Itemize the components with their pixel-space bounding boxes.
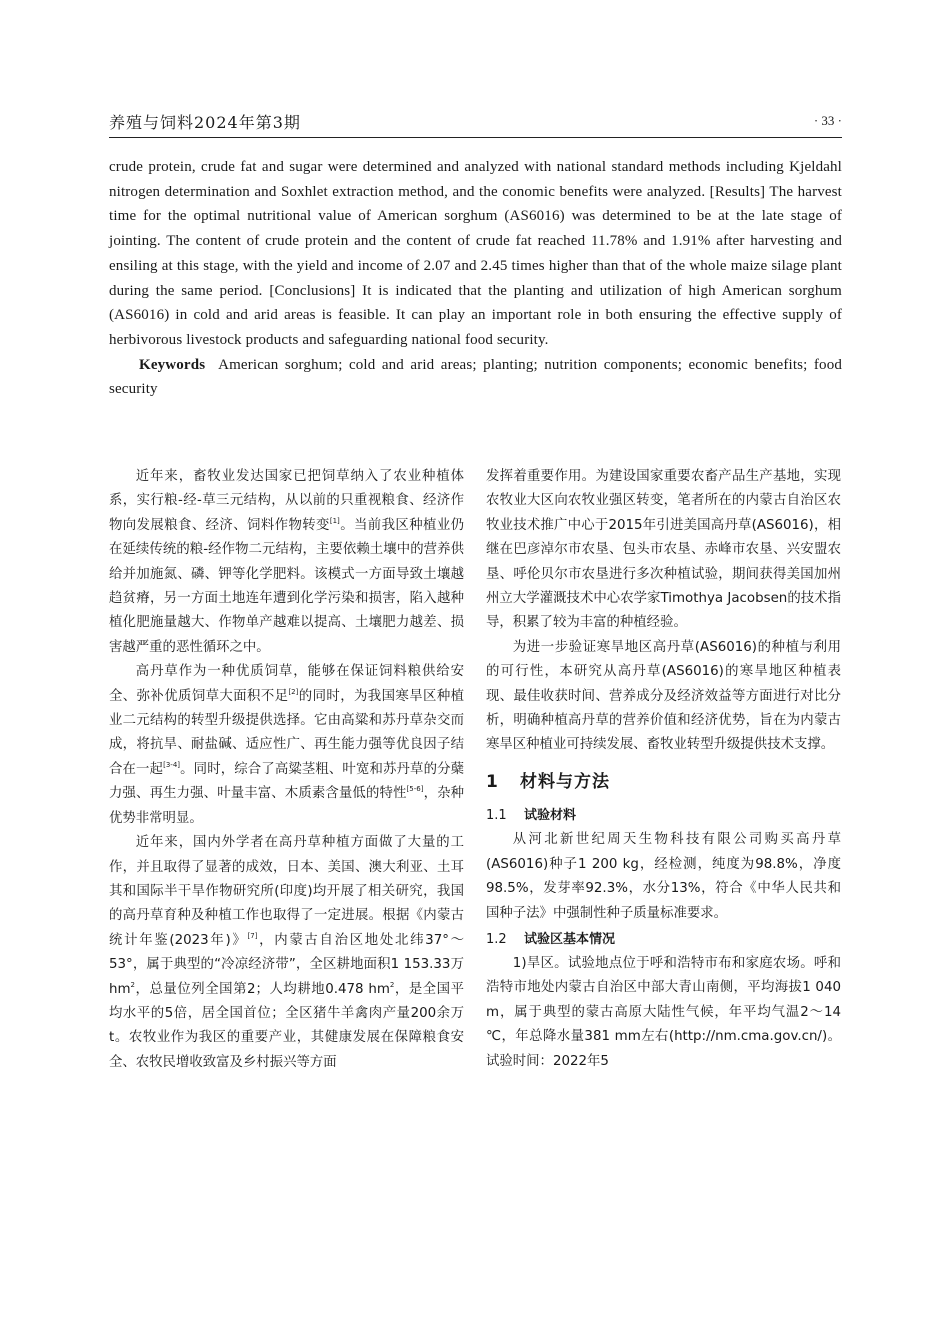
text-run: 。同时，综合了高粱茎粗、叶宽和苏丹草的分蘖力强、再生力强、叶量丰富、木质素含量低的特性 — [109, 761, 465, 802]
subsection-heading — [486, 928, 841, 952]
subsection-number: 1.1 — [486, 808, 507, 824]
text-run: ，总量位列全国第2；人均耕地0.478 hm — [135, 981, 390, 997]
section-title: 材料与方法 — [520, 771, 610, 792]
abstract-text: crude protein, crude fat and sugar were determined and analyzed with national standard methods including Kjeldahl nitrogen determination and Soxhlet extraction method, and the conomic benefits were analyzed. [Results] The harvest time for the optimal nutritional value of American sorghum (AS6016) was determined to be at the late stage of jointing. The content of crude protein and the content of crude fat reached 11.78% and 1.91% after harvesting and ensiling at this stage, with the yield and income of 2.07 and 2.45 times higher than that of the whole maize silage plant during the same period. [Conclusions] It is indicated that the planting and utilization of high American sorghum (AS6016) in cold and arid areas is feasible. It can play an important role in both ensuring the effective supply of herbivorous livestock products and safeguarding national food security. — [109, 159, 842, 348]
text-run: ，是全国平均水平的5倍，居全国首位；全区猪牛羊禽肉产量200余万t。农牧业作为我区的重要产业，其健康发展在保障粮食安全、农牧民增收致富及乡村振兴等方面 — [109, 981, 465, 1070]
paragraph — [109, 465, 464, 660]
left-column — [109, 465, 464, 1075]
citation-ref: [3-4] — [163, 760, 181, 769]
citation-ref: [5-6] — [406, 785, 424, 794]
paragraph: 1)旱区。试验地点位于呼和浩特市布和家庭农场。呼和浩特市地处内蒙古自治区中部大青山南侧，平均海拔1 040 m，属于典型的蒙古高原大陆性气候，年平均气温2～14 ℃，年总降水量381 mm左右(http://nm.cma.gov.cn/)。试验时间：2022年5 — [486, 955, 841, 1069]
right-column — [486, 465, 841, 1074]
text-run: 近年来，畜牧业发达国家已把饲草纳入了农业种植体系，实行粮-经-草三元结构，从以前的只重视粮食、经济作物向发展粮食、经济、饲料作物转变 — [109, 469, 464, 533]
english-abstract — [109, 155, 842, 402]
subsection-title: 试验区基本情况 — [524, 931, 616, 947]
journal-title: 养殖与饲料2024年第3期 — [109, 113, 301, 132]
text-run: 近年来，国内外学者在高丹草种植方面做了大量的工作，并且取得了显著的成效，日本、美国、澳大利亚、土耳其和国际半干旱作物研究所(印度)均开展了相关研究，我国的高丹草育种及种植工作也取得了一定进展。根据《内蒙古统计年鉴(2023年)》 — [109, 835, 464, 948]
keywords-text: American sorghum; cold and arid areas; planting; nutrition components; economic benefits; food security — [109, 356, 842, 398]
section-number: 1 — [486, 771, 499, 792]
keywords-label: Keywords — [139, 356, 206, 373]
text-run: ，杂种优势非常明显。 — [109, 786, 465, 826]
superscript: 2 — [389, 980, 395, 989]
page-number: · 33 · — [813, 113, 842, 128]
section-heading — [486, 770, 841, 794]
text-run: ，内蒙古自治区地处北纬37°～53°，属于典型的“冷凉经济带”，全区耕地面积1 153.33万hm — [109, 932, 465, 997]
paragraph: 从河北新世纪周天生物科技有限公司购买高丹草(AS6016)种子1 200 kg，经检测，纯度为98.8%，净度98.5%，发芽率92.3%，水分13%，符合《中华人民共和国种子法》中强制性种子质量标准要求。 — [486, 832, 841, 921]
text-run: 的同时，为我国寒旱区种植业二元结构的转型升级提供选择。它由高粱和苏丹草杂交而成，将抗旱、耐盐碱、适应性广、再生能力强等优良因子结合在一起 — [109, 688, 465, 777]
paragraph — [109, 831, 464, 1075]
header-rule — [109, 137, 842, 138]
text-run: 。当前我区种植业仍在延续传统的粮-经作物二元结构，主要依赖土壤中的营养供给并加施氮、磷、钾等化学肥料。该模式一方面导致土壤越趋贫瘠，另一方面土地连年遭到化学污染和损害，陷入越种植化肥施量越大、作物单产越难以提高、土壤肥力越差、损害越严重的恶性循环之中。 — [109, 517, 465, 655]
text-run: 高丹草作为一种优质饲草，能够在保证饲料粮供给安全、弥补优质饲草大面积不足 — [109, 664, 464, 704]
subsection-title: 试验材料 — [524, 808, 577, 824]
subsection-number: 1.2 — [486, 931, 507, 947]
paragraph: 发挥着重要作用。为建设国家重要农畜产品生产基地，实现农牧业大区向农牧业强区转变，笔者所在的内蒙古自治区农牧业技术推广中心于2015年引进美国高丹草(AS6016)，相继在巴彦淖尔市农垦、包头市农垦、赤峰市农垦、兴安盟农垦、呼伦贝尔市农垦进行多次种植试验，期间获得美国加州州立大学灌溉技术中心农学家Timothya Jacobsen的技术指导，积累了较为丰富的种植经验。 — [486, 469, 841, 631]
citation-ref: [2] — [288, 687, 299, 696]
running-header — [109, 110, 842, 136]
citation-ref: [1] — [329, 516, 340, 525]
keywords-line — [109, 353, 842, 402]
paragraph: 为进一步验证寒旱地区高丹草(AS6016)的种植与利用的可行性，本研究从高丹草(AS6016)的寒旱地区种植表现、最佳收获时间、营养成分及经济效益等方面进行对比分析，明确种植高丹草的营养价值和经济优势，旨在为内蒙古寒旱区种植业可持续发展、畜牧业转型升级提供技术支撑。 — [486, 639, 841, 753]
citation-ref: [7] — [247, 931, 258, 940]
superscript: 2 — [130, 980, 135, 989]
paragraph — [109, 660, 464, 831]
subsection-heading — [486, 804, 841, 828]
